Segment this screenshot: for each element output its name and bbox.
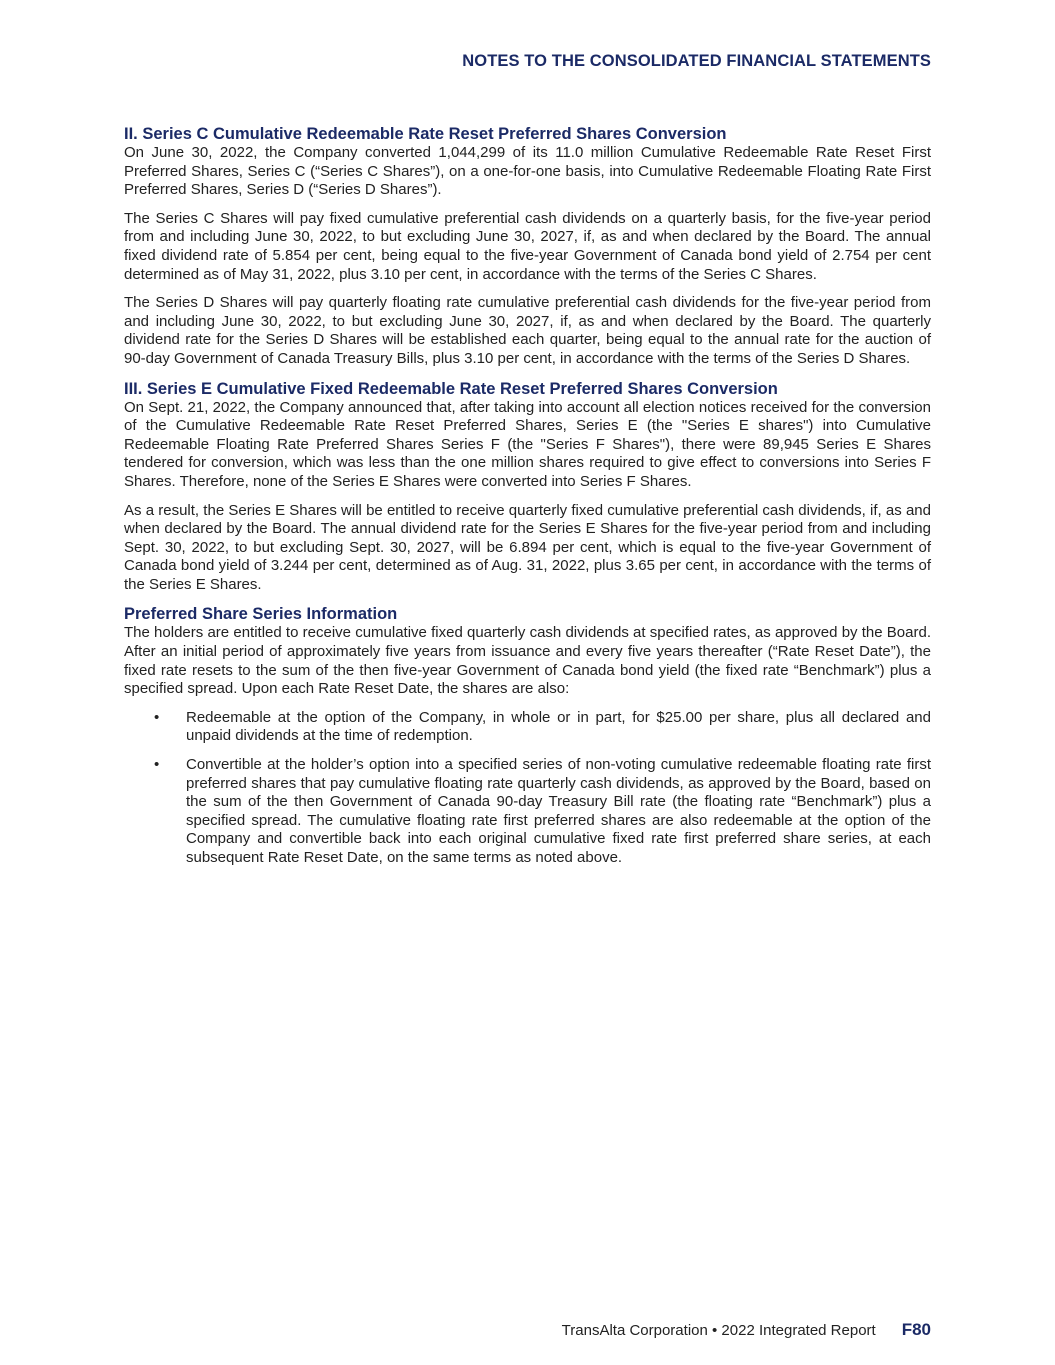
section-heading-series-e: III. Series E Cumulative Fixed Redeemable Rate Reset Preferred Shares Conversion xyxy=(124,379,778,398)
footer-report-title: TransAlta Corporation • 2022 Integrated Report xyxy=(561,1322,876,1339)
footer-page-number: F80 xyxy=(901,1320,931,1339)
series-e-paragraph-2: As a result, the Series E Shares will be entitled to receive quarterly fixed cumulative preferential cash dividends, if, as and when declared by the Board. The annual dividend rate for the Series E Shares for the five-year period from and including Sept. 30, 2022, to but excluding Sept. 30, 2027, will be 6.894 per cent, which is equal to the five-year Government of Canada bond yield of 3.244 per cent, determined as of Aug. 31, 2022, plus 3.65 per cent, in accordance with the terms of the Series E Shares. xyxy=(124,501,931,593)
section-series-info xyxy=(124,604,931,867)
series-info-bullet-list xyxy=(124,709,931,868)
section-heading-series-c: II. Series C Cumulative Redeemable Rate Reset Preferred Shares Conversion xyxy=(124,125,727,143)
list-item xyxy=(124,709,931,746)
series-e-paragraph-1: On Sept. 21, 2022, the Company announced that, after taking into account all election notices received for the conversion of the Cumulative Redeemable Rate Reset Preferred Shares, Series E (the "Series E shares") into Cumulative Redeemable Floating Rate Preferred Shares Series F (the "Series F Shares"), there were 89,945 Series E Shares tendered for conversion, which was less than the one million shares required to give effect to conversions into Series F Shares. Therefore, none of the Series E Shares were converted into Series F Shares. xyxy=(124,398,931,490)
document-body xyxy=(124,124,931,878)
bullet-text-redeemable: Redeemable at the option of the Company, in whole or in part, for $25.00 per share, plus all declared and unpaid dividends at the time of redemption. xyxy=(186,708,931,745)
section-series-c xyxy=(124,124,931,369)
series-c-paragraph-1: On June 30, 2022, the Company converted 1,044,299 of its 11.0 million Cumulative Redeemable Rate Reset First Preferred Shares, Series C (“Series C Shares”), on a one-for-one basis, into Cumulative Redeemable Floating Rate First Preferred Shares, Series D (“Series D Shares”). xyxy=(124,144,931,199)
section-series-e xyxy=(124,379,931,595)
series-c-paragraph-3: The Series D Shares will pay quarterly floating rate cumulative preferential cash dividends for the five-year period from and including June 30, 2022, to but excluding June 30, 2027, if, as and when declared by the Board. The quarterly dividend rate for the Series D Shares will be established each quarter, being equal to the annual rate for the auction of 90-day Government of Canada Treasury Bills, plus 3.10 per cent, in accordance with the terms of the Series D Shares. xyxy=(124,294,931,367)
series-c-paragraph-2: The Series C Shares will pay fixed cumulative preferential cash dividends on a quarterly basis, for the five-year period from and including June 30, 2022, to but excluding June 30, 2027, if, as and when declared by the Board. The annual fixed dividend rate of 5.854 per cent, being equal to the five-year Government of Canada bond yield of 2.754 per cent determined as of May 31, 2022, plus 3.10 per cent, in accordance with the terms of the Series C Shares. xyxy=(124,209,931,283)
section-heading-series-info: Preferred Share Series Information xyxy=(124,605,398,624)
bullet-icon: • xyxy=(154,708,160,726)
bullet-text-convertible: Convertible at the holder’s option into a specified series of non-voting cumulative redeemable floating rate first preferred shares that pay cumulative floating rate quarterly cash dividends, as approved by the Board, based on the sum of the then Government of Canada 90-day Treasury Bill rate (the floating rate “Benchmark”) plus a specified spread. The cumulative floating rate first preferred shares are also redeemable at the option of the Company and convertible back into each original cumulative fixed rate first preferred share series, at each subsequent Rate Reset Date, on the same terms as noted above. xyxy=(186,756,931,866)
list-item xyxy=(124,756,931,868)
page-footer xyxy=(562,1320,931,1340)
page-header-title: NOTES TO THE CONSOLIDATED FINANCIAL STATEMENTS xyxy=(462,52,931,70)
bullet-icon: • xyxy=(154,756,160,774)
series-info-paragraph-1: The holders are entitled to receive cumulative fixed quarterly cash dividends at specified rates, as approved by the Board. After an initial period of approximately five years from issuance and every five years thereafter (“Rate Reset Date”), the fixed rate resets to the sum of the then five-year Government of Canada bond yield (the fixed rate “Benchmark”) plus a specified spread. Upon each Rate Reset Date, the shares are also: xyxy=(124,624,931,698)
